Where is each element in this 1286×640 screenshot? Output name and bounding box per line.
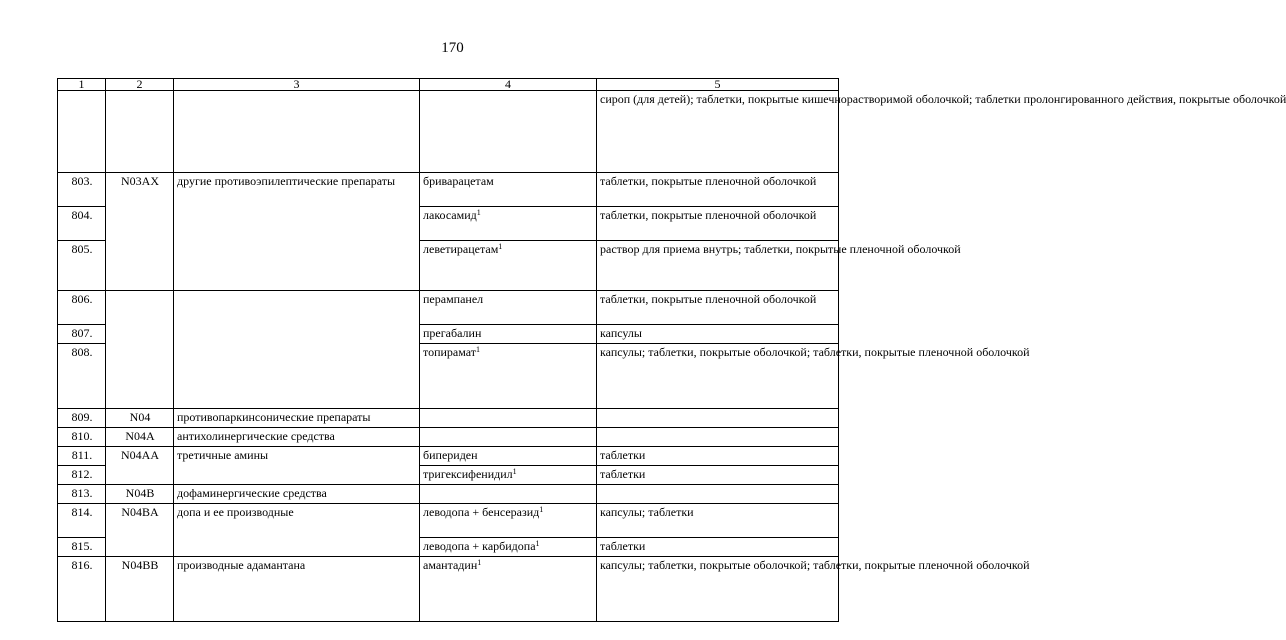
footnote-mark: 1 [512, 467, 517, 476]
dosage-form-cell: таблетки [597, 538, 839, 557]
footnote-mark: 1 [476, 345, 481, 354]
dosage-form-cell [597, 428, 839, 447]
dosage-form-cell: капсулы [597, 325, 839, 344]
row-num-cell: 806. [58, 291, 106, 325]
dosage-form-cell: таблетки [597, 466, 839, 485]
drug-name: прегабалин [423, 326, 482, 340]
row-num-cell [58, 91, 106, 173]
table-row-806 [58, 291, 839, 325]
atc-code-cell: N03AX [106, 173, 174, 291]
footnote-mark: 1 [498, 242, 503, 251]
atc-code-cell [106, 91, 174, 173]
header-col-2: 2 [106, 79, 174, 91]
row-num-cell: 807. [58, 325, 106, 344]
drug-cell [420, 466, 597, 485]
atc-code-cell: N04BA [106, 504, 174, 557]
row-num-cell: 813. [58, 485, 106, 504]
row-num-cell: 804. [58, 207, 106, 241]
row-num-cell: 814. [58, 504, 106, 538]
drug-cell [420, 538, 597, 557]
row-num-cell: 808. [58, 344, 106, 409]
header-col-1: 1 [58, 79, 106, 91]
row-num-cell: 810. [58, 428, 106, 447]
drug-cell [420, 485, 597, 504]
footnote-mark: 1 [477, 558, 482, 567]
drug-cell [420, 291, 597, 325]
group-cell: третичные амины [174, 447, 420, 485]
dosage-form-cell [597, 409, 839, 428]
footnote-mark: 1 [535, 539, 540, 548]
drug-name: перампанел [423, 292, 484, 306]
drug-name: лакосамид [423, 208, 477, 222]
header-col-5: 5 [597, 79, 839, 91]
drug-name: леводопа + карбидопа [423, 539, 536, 553]
drug-name: амантадин [423, 558, 478, 572]
drug-cell [420, 173, 597, 207]
drug-cell [420, 325, 597, 344]
drug-cell [420, 409, 597, 428]
group-cell: производные адамантана [174, 557, 420, 622]
group-cell: противопаркинсонические препараты [174, 409, 420, 428]
row-num-cell: 811. [58, 447, 106, 466]
row-num-cell: 809. [58, 409, 106, 428]
drug-cell [420, 207, 597, 241]
dosage-form-cell: таблетки [597, 447, 839, 466]
dosage-form-cell: капсулы; таблетки, покрытые оболочкой; таблетки, покрытые пленочной оболочкой [597, 557, 839, 622]
group-cell: антихолинергические средства [174, 428, 420, 447]
drug-name: бриварацетам [423, 174, 494, 188]
table-row-811 [58, 447, 839, 466]
row-num-cell: 816. [58, 557, 106, 622]
table-row-816 [58, 557, 839, 622]
atc-code-cell: N04B [106, 485, 174, 504]
dosage-form-cell: капсулы; таблетки, покрытые оболочкой; таблетки, покрытые пленочной оболочкой [597, 344, 839, 409]
footnote-mark: 1 [539, 505, 544, 514]
drug-cell [420, 241, 597, 291]
group-cell: другие противоэпилептические препараты [174, 173, 420, 291]
drug-name: тригексифенидил [423, 467, 513, 481]
drug-cell [420, 91, 597, 173]
row-num-cell: 812. [58, 466, 106, 485]
atc-code-cell: N04BB [106, 557, 174, 622]
dosage-form-cell: сироп (для детей); таблетки, покрытые кишечнорастворимой оболочкой; таблетки пролонгированного действия, покрытые оболочкой [597, 91, 839, 173]
row-num-cell: 803. [58, 173, 106, 207]
atc-code-cell: N04 [106, 409, 174, 428]
row-num-cell: 805. [58, 241, 106, 291]
table-row-803 [58, 173, 839, 207]
atc-code-cell [106, 291, 174, 409]
dosage-form-cell [597, 485, 839, 504]
group-cell: допа и ее производные [174, 504, 420, 557]
group-cell [174, 91, 420, 173]
table-row-809 [58, 409, 839, 428]
group-cell [174, 291, 420, 409]
medication-table [57, 77, 1286, 622]
table-header-row [58, 79, 839, 91]
table-row-813 [58, 485, 839, 504]
drug-name: топирамат [423, 345, 477, 359]
drug-cell [420, 504, 597, 538]
table-row-814 [58, 504, 839, 538]
header-col-4: 4 [420, 79, 597, 91]
atc-code-cell: N04A [106, 428, 174, 447]
header-col-3: 3 [174, 79, 420, 91]
dosage-form-cell: таблетки, покрытые пленочной оболочкой [597, 207, 839, 241]
drug-name: леводопа + бенсеразид [423, 505, 540, 519]
drug-cell [420, 557, 597, 622]
drug-cell [420, 447, 597, 466]
table-row-810 [58, 428, 839, 447]
dosage-form-cell: капсулы; таблетки [597, 504, 839, 538]
dosage-form-cell: раствор для приема внутрь; таблетки, покрытые пленочной оболочкой [597, 241, 839, 291]
drug-name: леветирацетам [423, 242, 499, 256]
atc-code-cell: N04AA [106, 447, 174, 485]
drug-cell [420, 428, 597, 447]
row-num-cell: 815. [58, 538, 106, 557]
dosage-form-cell: таблетки, покрытые пленочной оболочкой [597, 173, 839, 207]
drug-cell [420, 344, 597, 409]
table-row-continuation [58, 91, 839, 173]
group-cell: дофаминергические средства [174, 485, 420, 504]
drug-name: бипериден [423, 448, 478, 462]
footnote-mark: 1 [476, 208, 481, 217]
page-number: 170 [441, 40, 464, 56]
dosage-form-cell: таблетки, покрытые пленочной оболочкой [597, 291, 839, 325]
